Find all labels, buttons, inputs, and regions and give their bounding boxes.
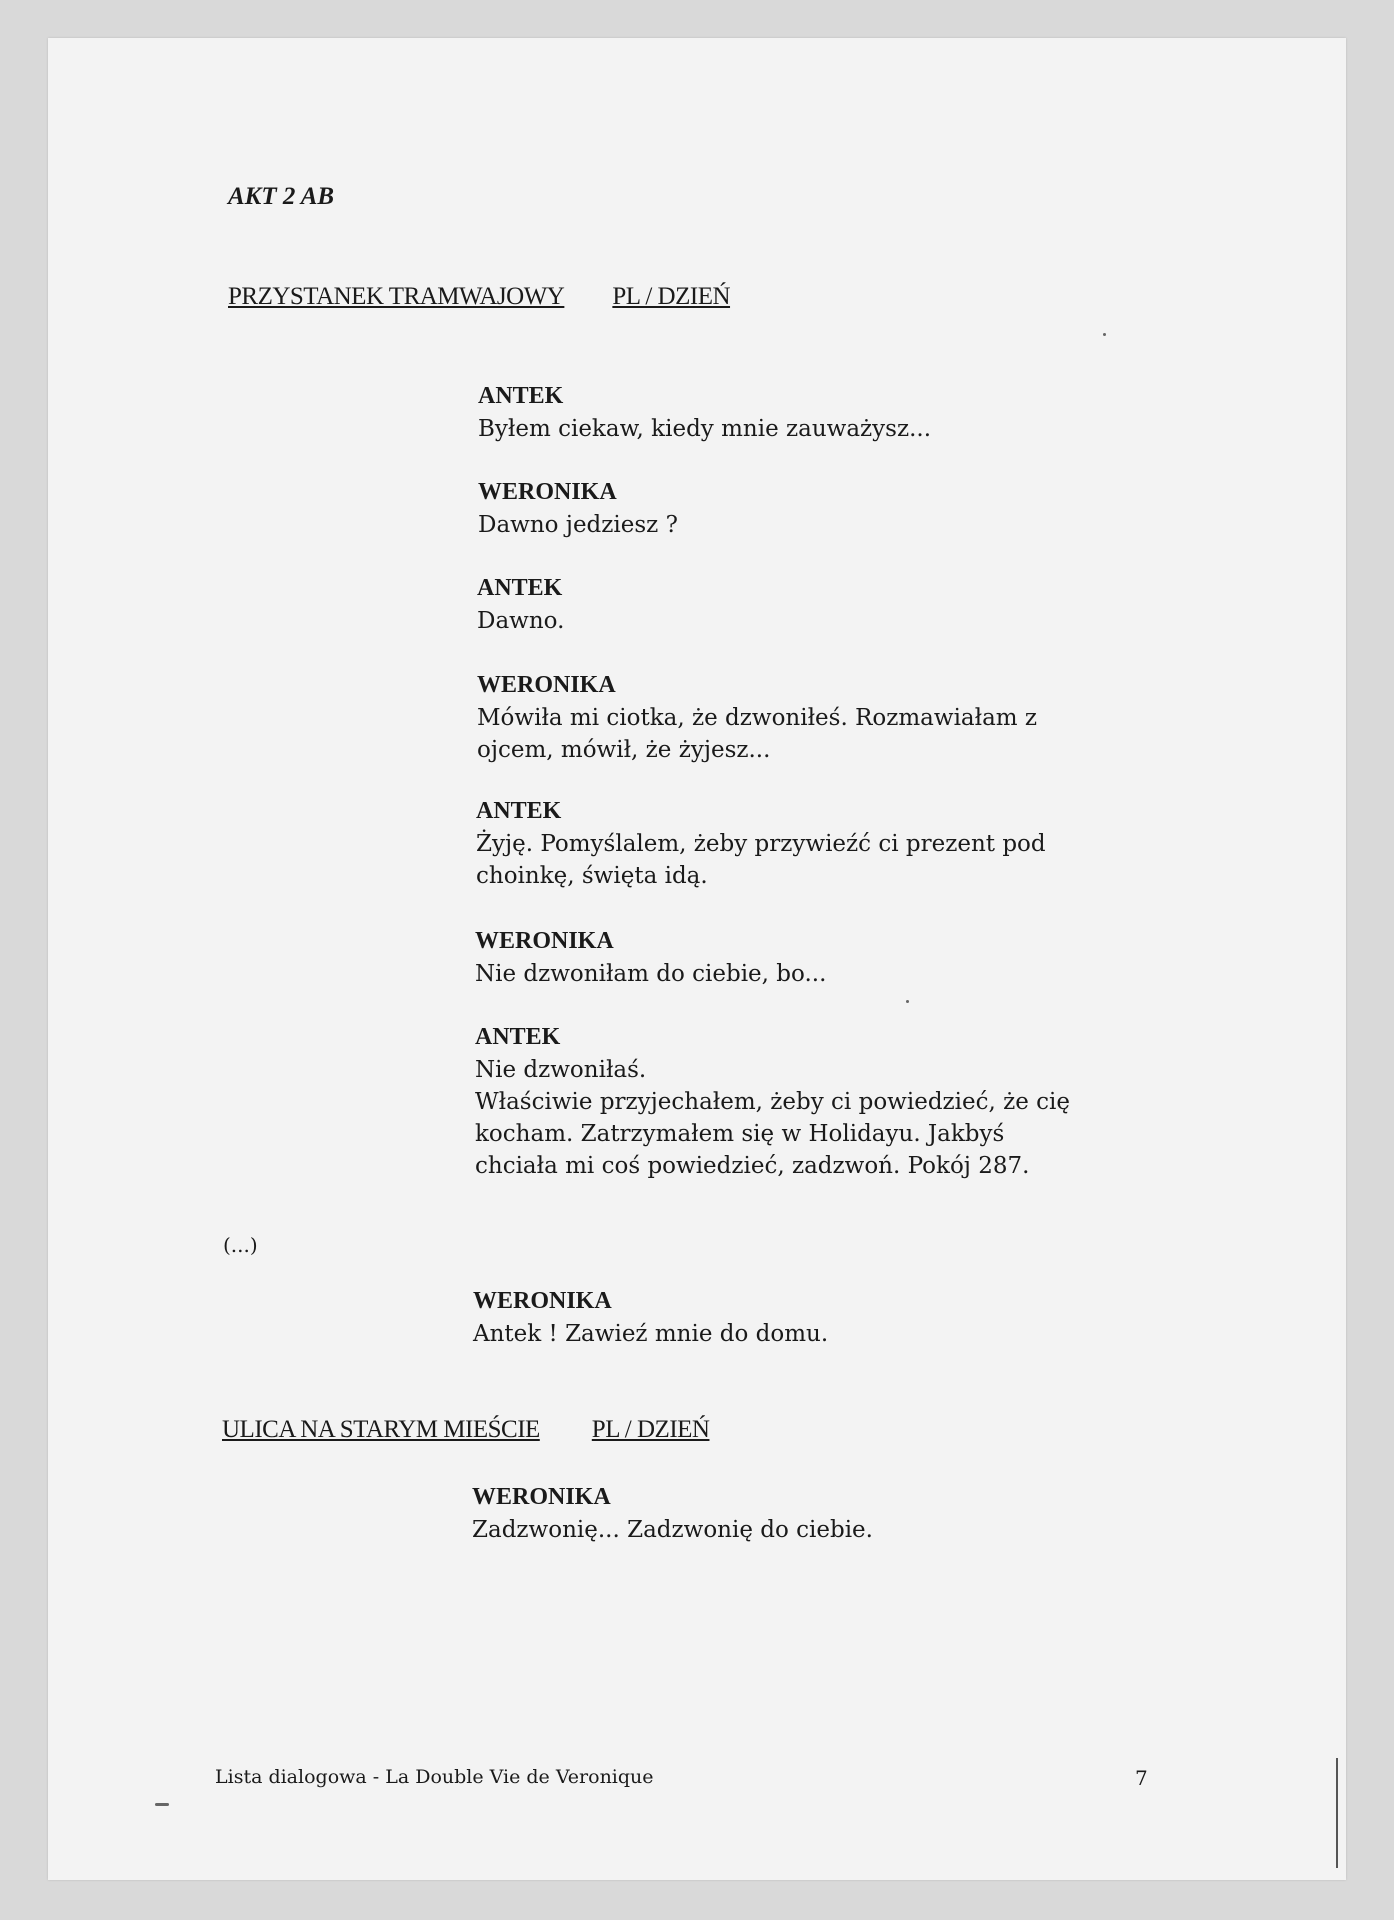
- page-number: 7: [1135, 1766, 1148, 1790]
- speaker-name: WERONIKA: [477, 672, 616, 698]
- scan-edge-mark: [1336, 1758, 1338, 1868]
- scene-heading-1: [228, 283, 730, 311]
- omission-marker: (...): [223, 1233, 258, 1257]
- scene-1-tag: PL / DZIEŃ: [612, 283, 731, 310]
- speaker-name: ANTEK: [475, 1024, 561, 1050]
- speaker-name: ANTEK: [476, 798, 562, 824]
- scene-2-tag: PL / DZIEŃ: [591, 1416, 710, 1443]
- dialogue-line: Nie dzwoniłam do ciebie, bo...: [475, 961, 827, 987]
- dialogue-line: Zadzwonię... Zadzwonię do ciebie.: [472, 1517, 873, 1543]
- dialogue-line: chciała mi coś powiedzieć, zadzwoń. Pokój 287.: [475, 1153, 1030, 1179]
- scan-speck: [155, 1803, 169, 1806]
- dialogue-line: Dawno jedziesz ?: [478, 512, 678, 538]
- dialogue-line: Dawno.: [477, 608, 565, 634]
- scene-2-location: ULICA NA STARYM MIEŚCIE: [222, 1416, 540, 1443]
- dialogue-line: Żyję. Pomyślalem, żeby przywieźć ci prezent pod: [476, 831, 1046, 857]
- act-heading: AKT 2 AB: [228, 183, 335, 210]
- scan-speck: [1103, 333, 1106, 336]
- dialogue-line: ojcem, mówił, że żyjesz...: [477, 737, 771, 763]
- speaker-name: WERONIKA: [478, 479, 617, 505]
- speaker-name: WERONIKA: [472, 1484, 611, 1510]
- dialogue-line: Właściwie przyjechałem, żeby ci powiedzieć, że cię: [475, 1089, 1071, 1115]
- dialogue-line: Byłem ciekaw, kiedy mnie zauważysz...: [478, 416, 932, 442]
- scene-1-location: PRZYSTANEK TRAMWAJOWY: [228, 283, 565, 310]
- speaker-name: WERONIKA: [475, 928, 614, 954]
- script-page: [48, 38, 1346, 1880]
- dialogue-line: Mówiła mi ciotka, że dzwoniłeś. Rozmawiałam z: [477, 705, 1038, 731]
- dialogue-line: Nie dzwoniłaś.: [475, 1057, 647, 1083]
- speaker-name: ANTEK: [477, 575, 563, 601]
- dialogue-line: Antek ! Zawieź mnie do domu.: [473, 1321, 829, 1347]
- speaker-name: WERONIKA: [473, 1288, 612, 1314]
- dialogue-line: kocham. Zatrzymałem się w Holidayu. Jakbyś: [475, 1121, 1005, 1147]
- dialogue-line: choinkę, święta idą.: [476, 863, 708, 889]
- footer-document-title: Lista dialogowa - La Double Vie de Veronique: [215, 1766, 654, 1788]
- scan-speck: [906, 1000, 909, 1003]
- speaker-name: ANTEK: [478, 383, 564, 409]
- scene-heading-2: [222, 1416, 709, 1444]
